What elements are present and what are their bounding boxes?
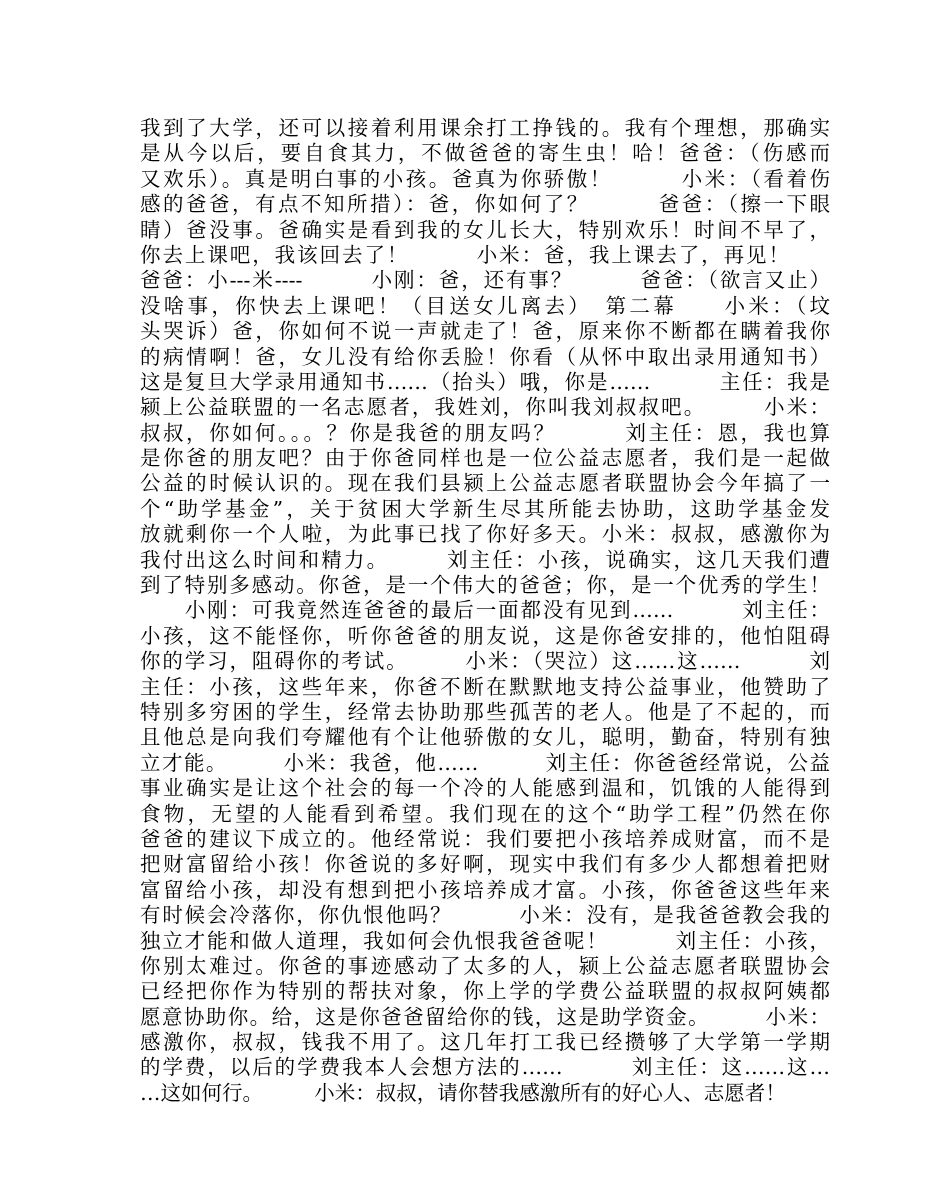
text-line: 立才能。 小米：我爸，他…… 刘主任：你爸爸经常说，公益 bbox=[140, 750, 830, 775]
text-line: 独立才能和做人道理，我如何会仇恨我爸爸呢！ 刘主任：小孩， bbox=[140, 928, 830, 953]
text-line: 这是复旦大学录用通知书……（抬头）哦，你是…… 主任：我是 bbox=[140, 369, 830, 394]
text-line: 且他总是向我们夸耀他有个让他骄傲的女儿，聪明，勤奋，特别有独 bbox=[140, 725, 830, 750]
text-line: 爸爸：小---米---- 小刚：爸，还有事？ 爸爸：（欲言又止） bbox=[140, 268, 830, 293]
text-line: 到了特别多感动。你爸，是一个伟大的爸爸；你，是一个优秀的学生！ bbox=[140, 573, 830, 598]
text-line: 是你爸的朋友吧？由于你爸同样也是一位公益志愿者，我们是一起做 bbox=[140, 446, 830, 471]
text-line: 小孩，这不能怪你，听你爸爸的朋友说，这是你爸安排的，他怕阻碍 bbox=[140, 623, 830, 648]
text-line: 我付出这么时间和精力。 刘主任：小孩，说确实，这几天我们遭 bbox=[140, 547, 830, 572]
text-line: 个“助学基金”，关于贫困大学新生尽其所能去协助，这助学基金发 bbox=[140, 496, 830, 521]
text-line: 又欢乐）。真是明白事的小孩。爸真为你骄傲！ 小米：（看着伤 bbox=[140, 166, 830, 191]
text-line: 已经把你作为特别的帮扶对象，你上学的学费公益联盟的叔叔阿姨都 bbox=[140, 979, 830, 1004]
body-text bbox=[140, 116, 830, 1106]
text-line: 你的学习，阻碍你的考试。 小米：（哭泣）这……这…… 刘 bbox=[140, 649, 830, 674]
text-line: 你别太难过。你爸的事迹感动了太多的人，颍上公益志愿者联盟协会 bbox=[140, 953, 830, 978]
text-line: 特别多穷困的学生，经常去协助那些孤苦的老人。他是了不起的，而 bbox=[140, 699, 830, 724]
text-line: 食物，无望的人能看到希望。我们现在的这个“助学工程”仍然在你 bbox=[140, 801, 830, 826]
text-line: 没啥事，你快去上课吧！（目送女儿离去） 第二幕 小米：（坟 bbox=[140, 293, 830, 318]
text-line: 愿意协助你。给，这是你爸爸留给你的钱，这是助学资金。 小米： bbox=[140, 1004, 830, 1029]
text-line: 公益的时候认识的。现在我们县颍上公益志愿者联盟协会今年搞了一 bbox=[140, 471, 830, 496]
text-line: 感的爸爸，有点不知所措）：爸，你如何了？ 爸爸：（擦一下眼 bbox=[140, 192, 830, 217]
text-line: 爸爸的建议下成立的。他经常说：我们要把小孩培养成财富，而不是 bbox=[140, 826, 830, 851]
text-line: 小刚：可我竟然连爸爸的最后一面都没有见到…… 刘主任： bbox=[140, 598, 830, 623]
text-line: 主任：小孩，这些年来，你爸不断在默默地支持公益事业，他赞助了 bbox=[140, 674, 830, 699]
text-line: 的病情啊！爸，女儿没有给你丢脸！你看（从怀中取出录用通知书） bbox=[140, 344, 830, 369]
text-line: 睛）爸没事。爸确实是看到我的女儿长大，特别欢乐！时间不早了， bbox=[140, 217, 830, 242]
text-line: 放就剩你一个人啦，为此事已找了你好多天。小米：叔叔，感激你为 bbox=[140, 522, 830, 547]
text-line: 你去上课吧，我该回去了！ 小米：爸，我上课去了，再见！ bbox=[140, 242, 830, 267]
text-line: 叔叔，你如何。。。？你是我爸的朋友吗？ 刘主任：恩，我也算 bbox=[140, 420, 830, 445]
text-line: 颍上公益联盟的一名志愿者，我姓刘，你叫我刘叔叔吧。 小米： bbox=[140, 395, 830, 420]
text-line: 感激你，叔叔，钱我不用了。这几年打工我已经攒够了大学第一学期 bbox=[140, 1030, 830, 1055]
text-line: 我到了大学，还可以接着利用课余打工挣钱的。我有个理想，那确实 bbox=[140, 116, 830, 140]
text-line: …这如何行。 小米：叔叔，请你替我感激所有的好心人、志愿者！ bbox=[140, 1080, 786, 1105]
text-line: 的学费，以后的学费我本人会想方法的…… 刘主任：这……这… bbox=[140, 1055, 830, 1080]
text-line: 把财富留给小孩！你爸说的多好啊，现实中我们有多少人都想着把财 bbox=[140, 852, 830, 877]
text-line: 头哭诉）爸，你如何不说一声就走了！爸，原来你不断都在瞒着我你 bbox=[140, 319, 830, 344]
text-line: 事业确实是让这个社会的每一个冷的人能感到温和，饥饿的人能得到 bbox=[140, 776, 830, 801]
text-line: 是从今以后，要自食其力，不做爸爸的寄生虫！哈！爸爸：（伤感而 bbox=[140, 141, 830, 166]
text-line: 富留给小孩，却没有想到把小孩培养成才富。小孩，你爸爸这些年来 bbox=[140, 877, 830, 902]
text-line: 有时候会冷落你，你仇恨他吗？ 小米：没有，是我爸爸教会我的 bbox=[140, 903, 830, 928]
